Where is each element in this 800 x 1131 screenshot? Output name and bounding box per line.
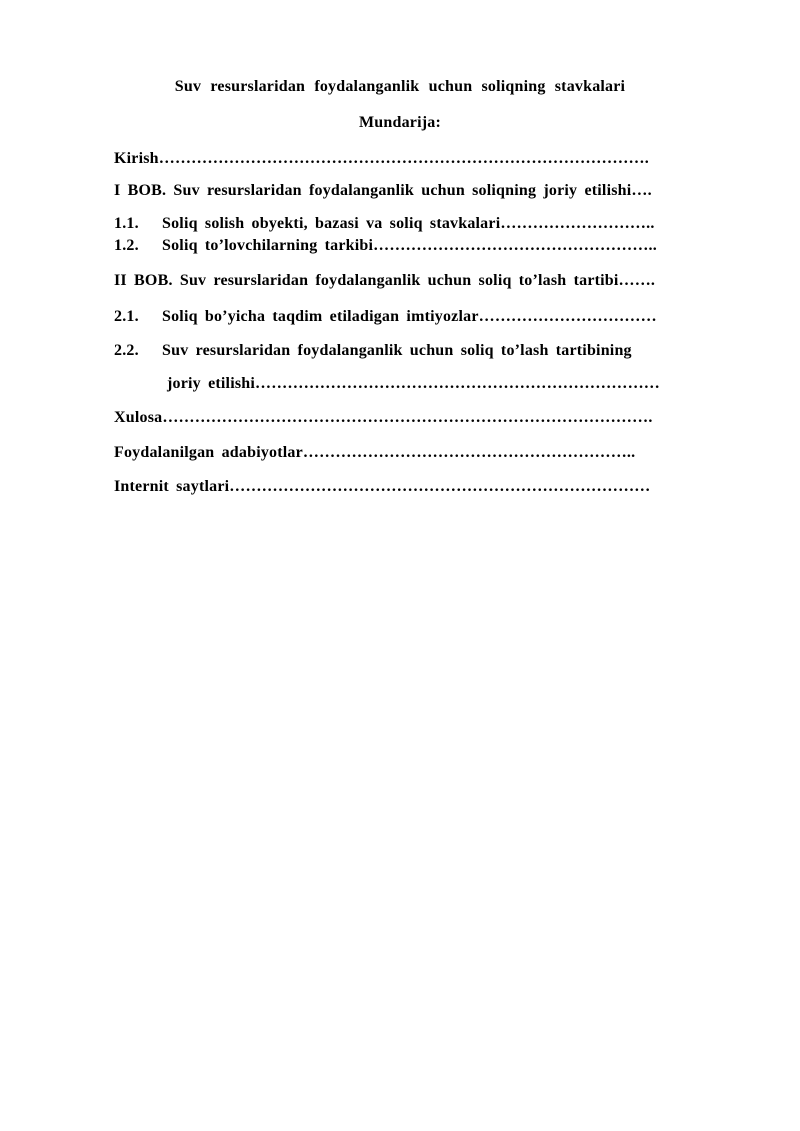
document-title: Suv resurslaridan foydalanganlik uchun soliqning stavkalari <box>174 78 626 95</box>
toc-entry-text: II BOB. Suv resurslaridan foydalanganlik uchun soliq to’lash tartibi……. <box>114 272 656 289</box>
toc-entry-number: 2.1. <box>114 308 139 325</box>
toc-entry-adabiyotlar <box>114 443 635 463</box>
toc-entry-kirish <box>114 149 649 169</box>
toc-entry-number: 1.1. <box>114 215 139 232</box>
toc-entry-text: Soliq bo’yicha taqdim etiladigan imtiyozlar…………………………… <box>162 308 657 325</box>
toc-entry-text: Kirish………………………………………………………………………………. <box>114 150 649 167</box>
toc-entry-xulosa <box>114 408 653 428</box>
toc-entry-2-2-continued <box>167 374 660 394</box>
toc-entry-text: Internit saytlari…………………………………………………………………… <box>114 478 651 495</box>
toc-entry-text: Suv resurslaridan foydalanganlik uchun soliq to’lash tartibining <box>162 342 632 359</box>
toc-entry-text: I BOB. Suv resurslaridan foydalanganlik uchun soliqning joriy etilishi…. <box>114 182 652 199</box>
toc-entry-text: Soliq solish obyekti, bazasi va soliq stavkalari……………………….. <box>162 215 655 232</box>
toc-entry-saytlar <box>114 477 650 497</box>
toc-entry-chapter-2 <box>114 271 655 291</box>
toc-entry-1-1 <box>114 214 655 234</box>
toc-entry-text: joriy etilishi………………………………………………………………… <box>167 375 661 392</box>
toc-entry-number: 1.2. <box>114 237 139 254</box>
toc-entry-text: Foydalanilgan adabiyotlar…………………………………………………….. <box>114 444 636 461</box>
toc-entry-2-1 <box>114 307 657 327</box>
toc-heading: Mundarija: <box>359 114 441 131</box>
toc-entry-text: Soliq to’lovchilarning tarkibi…………………………………………….. <box>162 237 657 254</box>
toc-entry-text: Xulosa………………………………………………………………………………. <box>114 409 653 426</box>
toc-entry-number: 2.2. <box>114 342 139 359</box>
toc-entry-1-2 <box>114 236 657 256</box>
toc-entry-chapter-1 <box>114 181 652 201</box>
toc-entry-2-2 <box>114 341 632 361</box>
